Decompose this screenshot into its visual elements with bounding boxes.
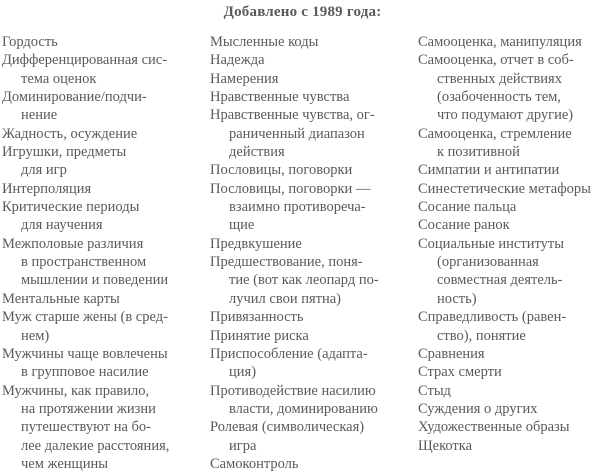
page-title: Добавлено с 1989 года: [223, 4, 382, 20]
list-item-line: к позитивной [437, 144, 520, 161]
list-item-line: что подумают другие) [437, 107, 574, 124]
list-item-line: Принятие риска [210, 327, 309, 344]
list-item-line: лучил свои пятна) [229, 290, 342, 307]
list-item [2, 88, 208, 125]
list-item-line: Страх смерти [418, 364, 502, 381]
list-item-line: игра [229, 437, 257, 454]
list-item-line: на протяжении жизни [21, 400, 156, 417]
list-item-line: ность) [437, 290, 477, 307]
list-item [418, 198, 604, 216]
list-item-line: раниченный диапазон [229, 125, 365, 142]
list-item [418, 437, 604, 455]
list-item-line: Критические периоды [2, 199, 140, 216]
list-item-line: Интерполяция [2, 180, 92, 197]
list-item-line: для научения [21, 217, 103, 234]
list-item [2, 382, 208, 473]
list-item-line: нение [21, 107, 58, 124]
list-item-line: в групповое насилие [21, 364, 149, 381]
list-item-line: (озабоченность тем, [437, 89, 561, 106]
list-item-line: ство), понятие [437, 327, 526, 344]
column-3 [418, 33, 604, 455]
list-item-line: путешествуют на бо- [21, 419, 151, 436]
list-item-line: лее далекие расстояния, [21, 437, 170, 454]
list-item-line: Самооценка, стремление [418, 125, 572, 142]
list-item [210, 70, 416, 88]
list-item [210, 51, 416, 69]
list-item-line: Мужчины чаще вовлечены [2, 345, 168, 362]
list-item-line: в пространственном [21, 254, 147, 271]
list-item-line: Сосание пальца [418, 199, 517, 216]
list-item [210, 345, 416, 382]
list-item [210, 180, 416, 235]
list-item-line: Нравственные чувства [210, 89, 350, 106]
column-1 [2, 33, 208, 473]
list-item-line: Дифференцированная сис- [2, 52, 168, 69]
list-item [418, 161, 604, 179]
list-item [2, 51, 208, 88]
list-item-line: чем женщины [21, 455, 108, 472]
list-item-line: Справедливость (равен- [418, 309, 567, 326]
list-item [210, 88, 416, 106]
list-item [2, 198, 208, 235]
list-item-line: Мужчины, как правило, [2, 382, 150, 399]
list-item-line: Симпатии и антипатии [418, 162, 560, 179]
list-item-line: Пословицы, поговорки — [210, 180, 371, 197]
list-item-line: щие [229, 217, 255, 234]
list-item [210, 382, 416, 419]
list-item-line: Сравнения [418, 345, 485, 362]
list-item-line: Щекотка [418, 437, 473, 454]
list-item-line: (организованная [437, 254, 539, 271]
list-item-line: Муж старше жены (в сред- [2, 309, 168, 326]
list-item [2, 143, 208, 180]
list-item-line: тие (вот как леопард по- [229, 272, 379, 289]
list-item [210, 418, 416, 455]
list-item-line: Гордость [2, 34, 58, 50]
list-item-line: Приспособление (адапта- [210, 345, 368, 362]
list-item [2, 180, 208, 198]
list-item [2, 235, 208, 290]
list-item [2, 290, 208, 308]
list-item-line: действия [229, 144, 285, 161]
list-item-line: Нравственные чувства, ог- [210, 107, 375, 124]
list-item-line: Привязанность [210, 309, 304, 326]
list-item-line: Ментальные карты [2, 290, 120, 307]
list-item-line: Самоконтроль [210, 455, 299, 472]
list-item-line: Суждения о других [418, 400, 538, 417]
list-item-line: Стыд [418, 382, 451, 399]
list-item-line: Доминирование/подчи- [2, 89, 147, 106]
list-item-line: Ролевая (символическая) [210, 419, 365, 436]
list-item-line: Самооценка, манипуляция [418, 34, 582, 50]
list-item-line: ция) [229, 364, 257, 381]
column-2 [210, 33, 416, 473]
list-item [418, 382, 604, 400]
list-item-line: власти, доминированию [229, 400, 378, 417]
list-item-line: Игрушки, предметы [2, 144, 127, 161]
list-item-line: Надежда [210, 52, 265, 69]
list-item [418, 418, 604, 436]
list-item-line: Жадность, осуждение [2, 125, 138, 142]
list-item-line: ственных действиях [437, 70, 562, 87]
list-item-line: Синестетические метафоры [418, 180, 591, 197]
list-item [418, 235, 604, 308]
list-item-line: нем) [21, 327, 50, 344]
list-item-line: мышлении и поведении [21, 272, 169, 289]
list-item [418, 400, 604, 418]
list-item [210, 455, 416, 473]
list-item [210, 327, 416, 345]
list-item-line: Межполовые различия [2, 235, 144, 252]
list-item-line: Противодействие насилию [210, 382, 376, 399]
list-item [418, 308, 604, 345]
list-item-line: для игр [21, 162, 67, 179]
list-item-line: тема оценок [21, 70, 97, 87]
list-item [210, 106, 416, 161]
list-item-line: Социальные институты [418, 235, 564, 252]
list-item-line: совместная деятель- [437, 272, 563, 289]
list-item [418, 216, 604, 234]
list-item [2, 33, 208, 51]
list-item [210, 33, 416, 51]
list-item-line: Намерения [210, 70, 279, 87]
list-item [418, 33, 604, 51]
list-item [418, 363, 604, 381]
list-item-line: Пословицы, поговорки [210, 162, 353, 179]
list-item-line: Предшествование, поня- [210, 254, 363, 271]
list-item [210, 161, 416, 179]
list-item [418, 125, 604, 162]
list-item-line: Самооценка, отчет в соб- [418, 52, 574, 69]
list-item [2, 308, 208, 345]
list-item [418, 51, 604, 124]
list-item [2, 345, 208, 382]
list-item [418, 180, 604, 198]
list-item-line: Сосание ранок [418, 217, 510, 234]
list-item [210, 235, 416, 253]
list-item [210, 253, 416, 308]
list-item [2, 125, 208, 143]
list-item-line: Мысленные коды [210, 34, 319, 50]
list-item [418, 345, 604, 363]
list-item-line: взаимно противореча- [229, 199, 366, 216]
list-item [210, 308, 416, 326]
list-item-line: Художественные образы [418, 419, 570, 436]
list-item-line: Предвкушение [210, 235, 302, 252]
